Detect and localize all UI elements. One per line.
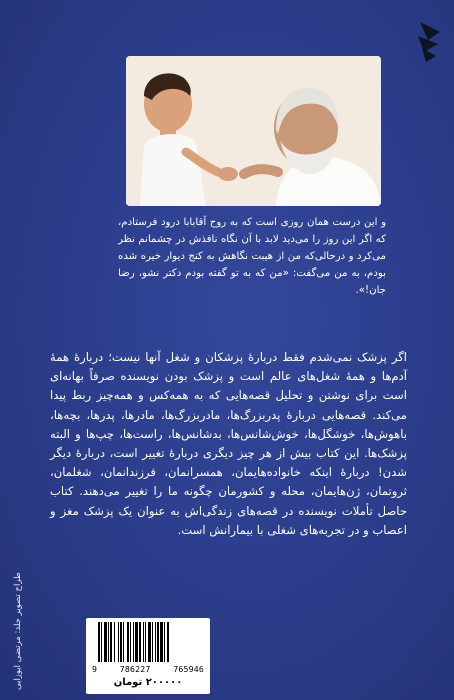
isbn-number xyxy=(92,664,204,674)
price-label: ۲۰۰۰۰۰ تومان xyxy=(113,677,183,688)
barcode-bar xyxy=(118,622,119,662)
barcode-bars xyxy=(96,622,200,664)
publisher-logo xyxy=(414,18,444,64)
barcode-bar xyxy=(167,622,169,662)
barcode-bar xyxy=(133,622,134,662)
caption-paragraph: و این درست همان روزی است که به روح آقابابا درود فرستادم، که اگر این روز را می‌دید لابد با آن نگاه نافذش در چشمانم نظر می‌کرد و درحالی‌که من از هیبت نگاهش به کنج دیوار خیره شده بودم، به من می‌گفت: «من که به تو گفته بودم دکتر نشو، رضا جان!». xyxy=(118,217,386,296)
barcode-bar xyxy=(145,622,146,662)
barcode-bar xyxy=(152,622,153,662)
cover-photo xyxy=(126,56,381,206)
barcode-bar xyxy=(135,622,138,662)
back-cover-blurb: اگر پزشک نمی‌شدم فقط دربارهٔ پزشکان و شغل آنها نیست؛ دربارهٔ همهٔ آدم‌ها و همهٔ شغل‌های عالم است و پزشک بودن نویسنده صرفاً بهانه‌ای است برای نوشتن و تحلیل قصه‌هایی که به همه‌کس و همه‌چیز ربط پیدا می‌کند. قصه‌هایی دربارهٔ پدربزرگ‌ها، مادربزرگ‌ها، مادرها، پدرها، بچه‌ها، باهوش‌ها، خوشگل‌ها، خوش‌شانس‌ها، بدشانس‌ها، راست‌ها، چپ‌ها و البته پزشک‌ها. این کتاب بیش از هر چیز دیگری دربارهٔ تغییر است، دربارهٔ دیگر شدن! دربارهٔ اینکه خانواده‌هایمان، همسرانمان، فرزندانمان، شغلمان، ثروتمان، ژن‌هایمان، محله و کشورمان چگونه ما را تغییر می‌دهند. کتاب حاصل تأملات نویسنده در قصه‌های زندگی‌اش به عنوان یک پزشک مغز و اعصاب و در تجربه‌های شغلی با بیمارانش است. xyxy=(50,350,407,537)
barcode-bar xyxy=(104,622,107,662)
barcode-bar xyxy=(157,622,159,662)
barcode-bar xyxy=(98,622,100,662)
barcode-bar xyxy=(123,622,124,662)
barcode-bar xyxy=(127,622,129,662)
barcode-bar xyxy=(155,622,156,662)
barcode-bar xyxy=(143,622,144,662)
barcode-bar xyxy=(139,622,141,662)
barcode-bar xyxy=(101,622,102,662)
barcode-bar xyxy=(164,622,165,662)
isbn-first-digit: 9 xyxy=(92,664,98,674)
barcode-bar xyxy=(114,622,115,662)
barcode-bar xyxy=(120,622,122,662)
barcode-label xyxy=(86,618,210,694)
barcode-bar xyxy=(160,622,163,662)
isbn-right-digits: 765946 xyxy=(173,664,204,674)
barcode-bar xyxy=(130,622,131,662)
barcode-bar xyxy=(148,622,151,662)
barcode-bar xyxy=(108,622,109,662)
barcode-bar xyxy=(110,622,112,662)
cover-designer-credit: طراح تصویر جلد: مرتضی ایوزایی xyxy=(13,572,23,690)
isbn-left-digits: 786227 xyxy=(119,664,151,674)
